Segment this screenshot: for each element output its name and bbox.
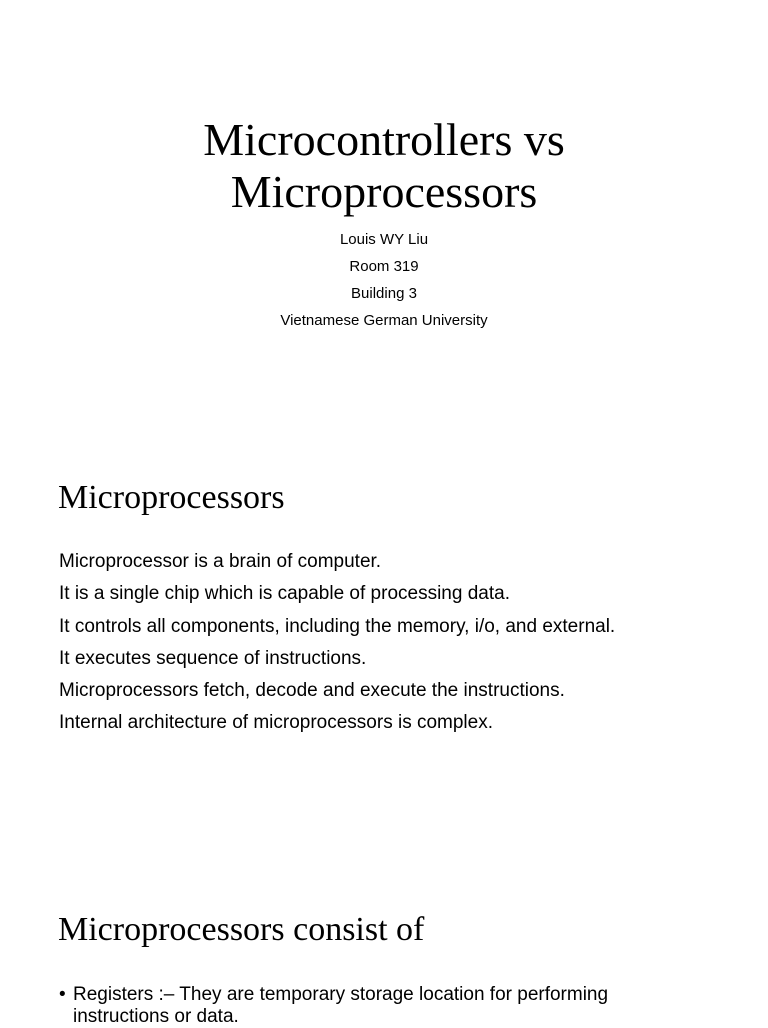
body-line: It is a single chip which is capable of processing data. [59, 583, 510, 605]
body-line: It controls all components, including the memory, i/o, and external. [59, 615, 616, 637]
bullet-list [59, 984, 699, 1028]
bullet-point: • [59, 984, 66, 1005]
bullet-text: Registers :– They are temporary storage location for performing instructions or data. [73, 984, 609, 1027]
body-text-list [59, 549, 615, 743]
body-line: Microprocessors fetch, decode and execute the instructions. [59, 680, 565, 702]
building: Building 3 [351, 285, 417, 302]
title-line-1: Microcontrollers vs [203, 114, 565, 165]
body-line: Microprocessor is a brain of computer. [59, 551, 382, 572]
author-name: Louis WY Liu [339, 231, 429, 248]
body-line: Internal architecture of microprocessors is complex. [59, 712, 493, 734]
microprocessors-slide [0, 432, 768, 864]
slide-title [0, 114, 768, 218]
slide-heading: Microprocessors [58, 479, 285, 516]
slide-heading: Microprocessors consist of [58, 911, 425, 948]
consist-of-slide [0, 864, 768, 1027]
body-line: It executes sequence of instructions. [59, 647, 367, 669]
bullet-item [59, 984, 699, 1028]
room-number: Room 319 [349, 258, 419, 275]
university: Vietnamese German University [280, 312, 488, 329]
subtitle-block [0, 228, 768, 336]
title-slide [0, 0, 768, 432]
title-line-2: Microprocessors [230, 166, 538, 217]
